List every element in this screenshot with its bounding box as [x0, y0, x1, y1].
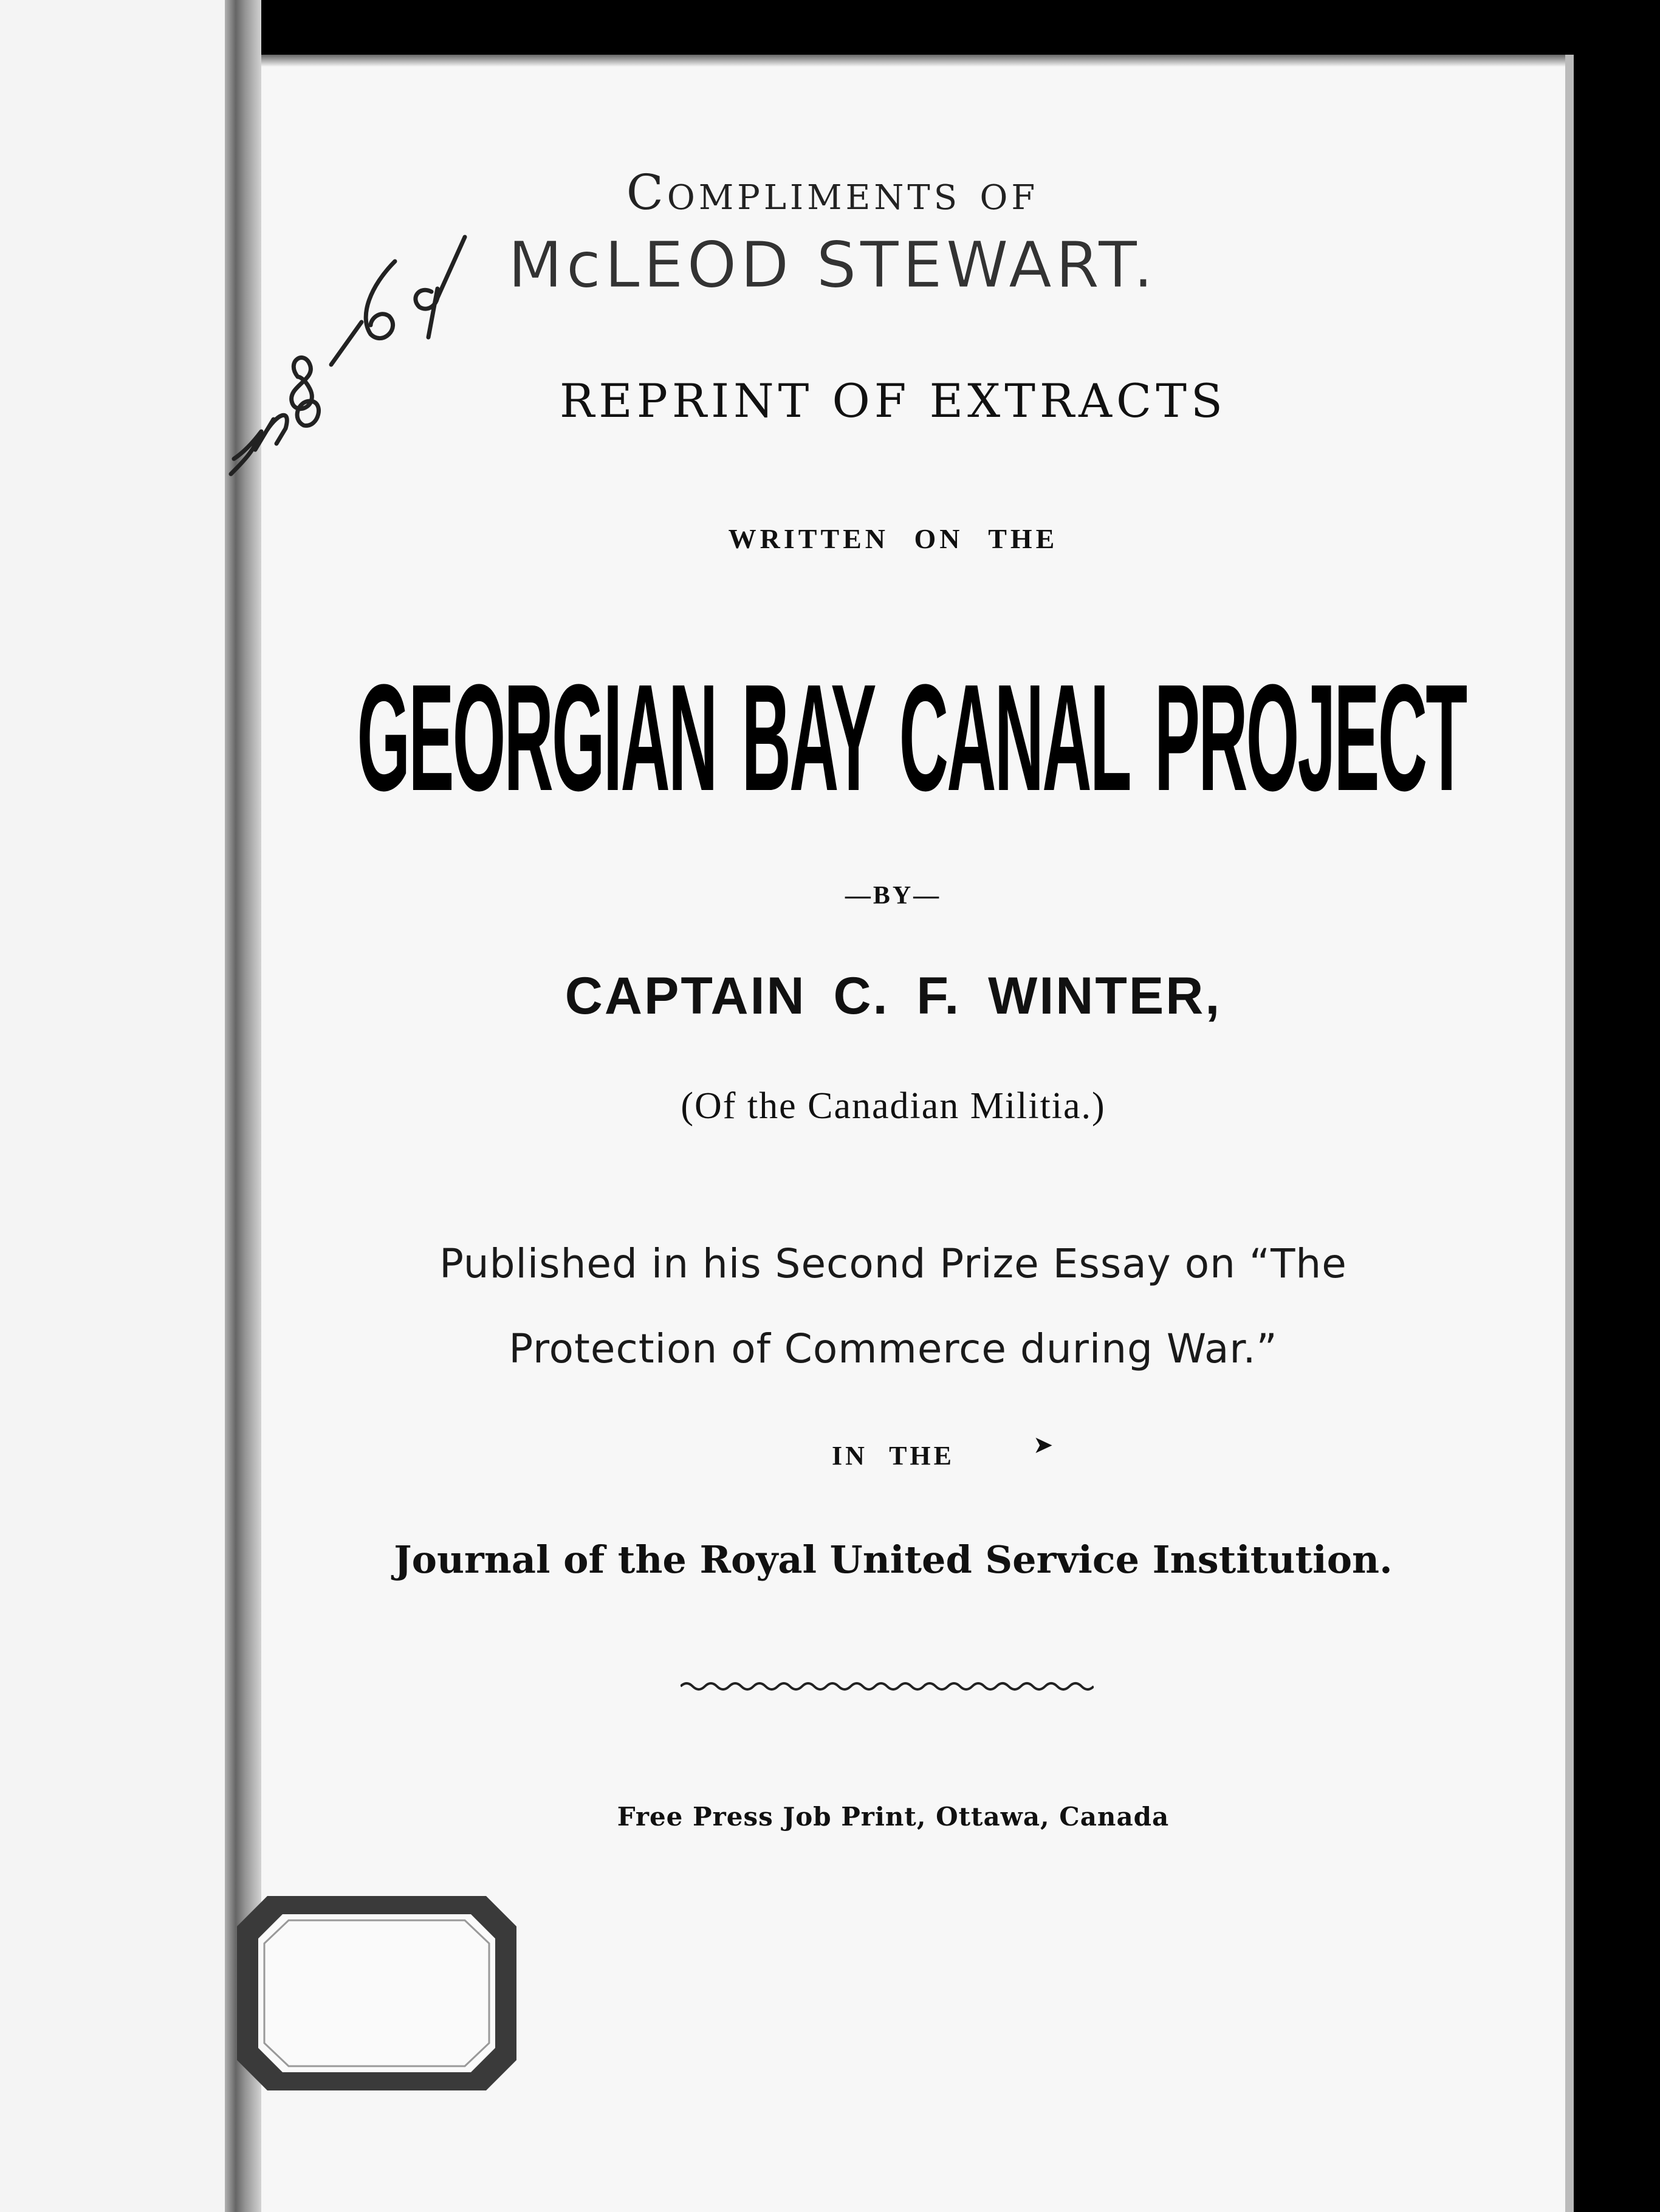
printer-imprint: Free Press Job Print, Ottawa, Canada	[617, 1802, 1170, 1832]
by-label: —BY—	[845, 882, 942, 910]
publication-note-line1: Published in his Second Prize Essay on “The	[439, 1240, 1347, 1287]
wavy-rule-ornament	[681, 1677, 1094, 1695]
main-title: GEORGIAN BAY CANAL PROJECT	[357, 653, 1466, 822]
publication-note-line2: Protection of Commerce during War.”	[509, 1325, 1278, 1372]
author-affiliation: (Of the Canadian Militia.)	[681, 1085, 1106, 1127]
reprint-heading: REPRINT OF EXTRACTS	[560, 374, 1227, 428]
page-edge-right	[1565, 55, 1574, 2212]
publication-note	[261, 1221, 1525, 1392]
author-name: CAPTAIN C. F. WINTER,	[564, 967, 1222, 1025]
in-the-label: IN THE	[831, 1441, 955, 1471]
label-plate	[231, 1890, 523, 2097]
pointer-icon: ➤	[1033, 1431, 1054, 1459]
stamp-compliments: Compliments of	[626, 164, 1039, 221]
facing-page	[0, 0, 231, 2212]
scan-border-top	[261, 0, 1574, 55]
stamp-name: McLEOD STEWART.	[507, 228, 1158, 302]
written-on-label: WRITTEN ON THE	[728, 523, 1058, 554]
journal-name: Journal of the Royal United Service Institution.	[394, 1537, 1393, 1582]
page-shadow-top	[261, 55, 1574, 67]
